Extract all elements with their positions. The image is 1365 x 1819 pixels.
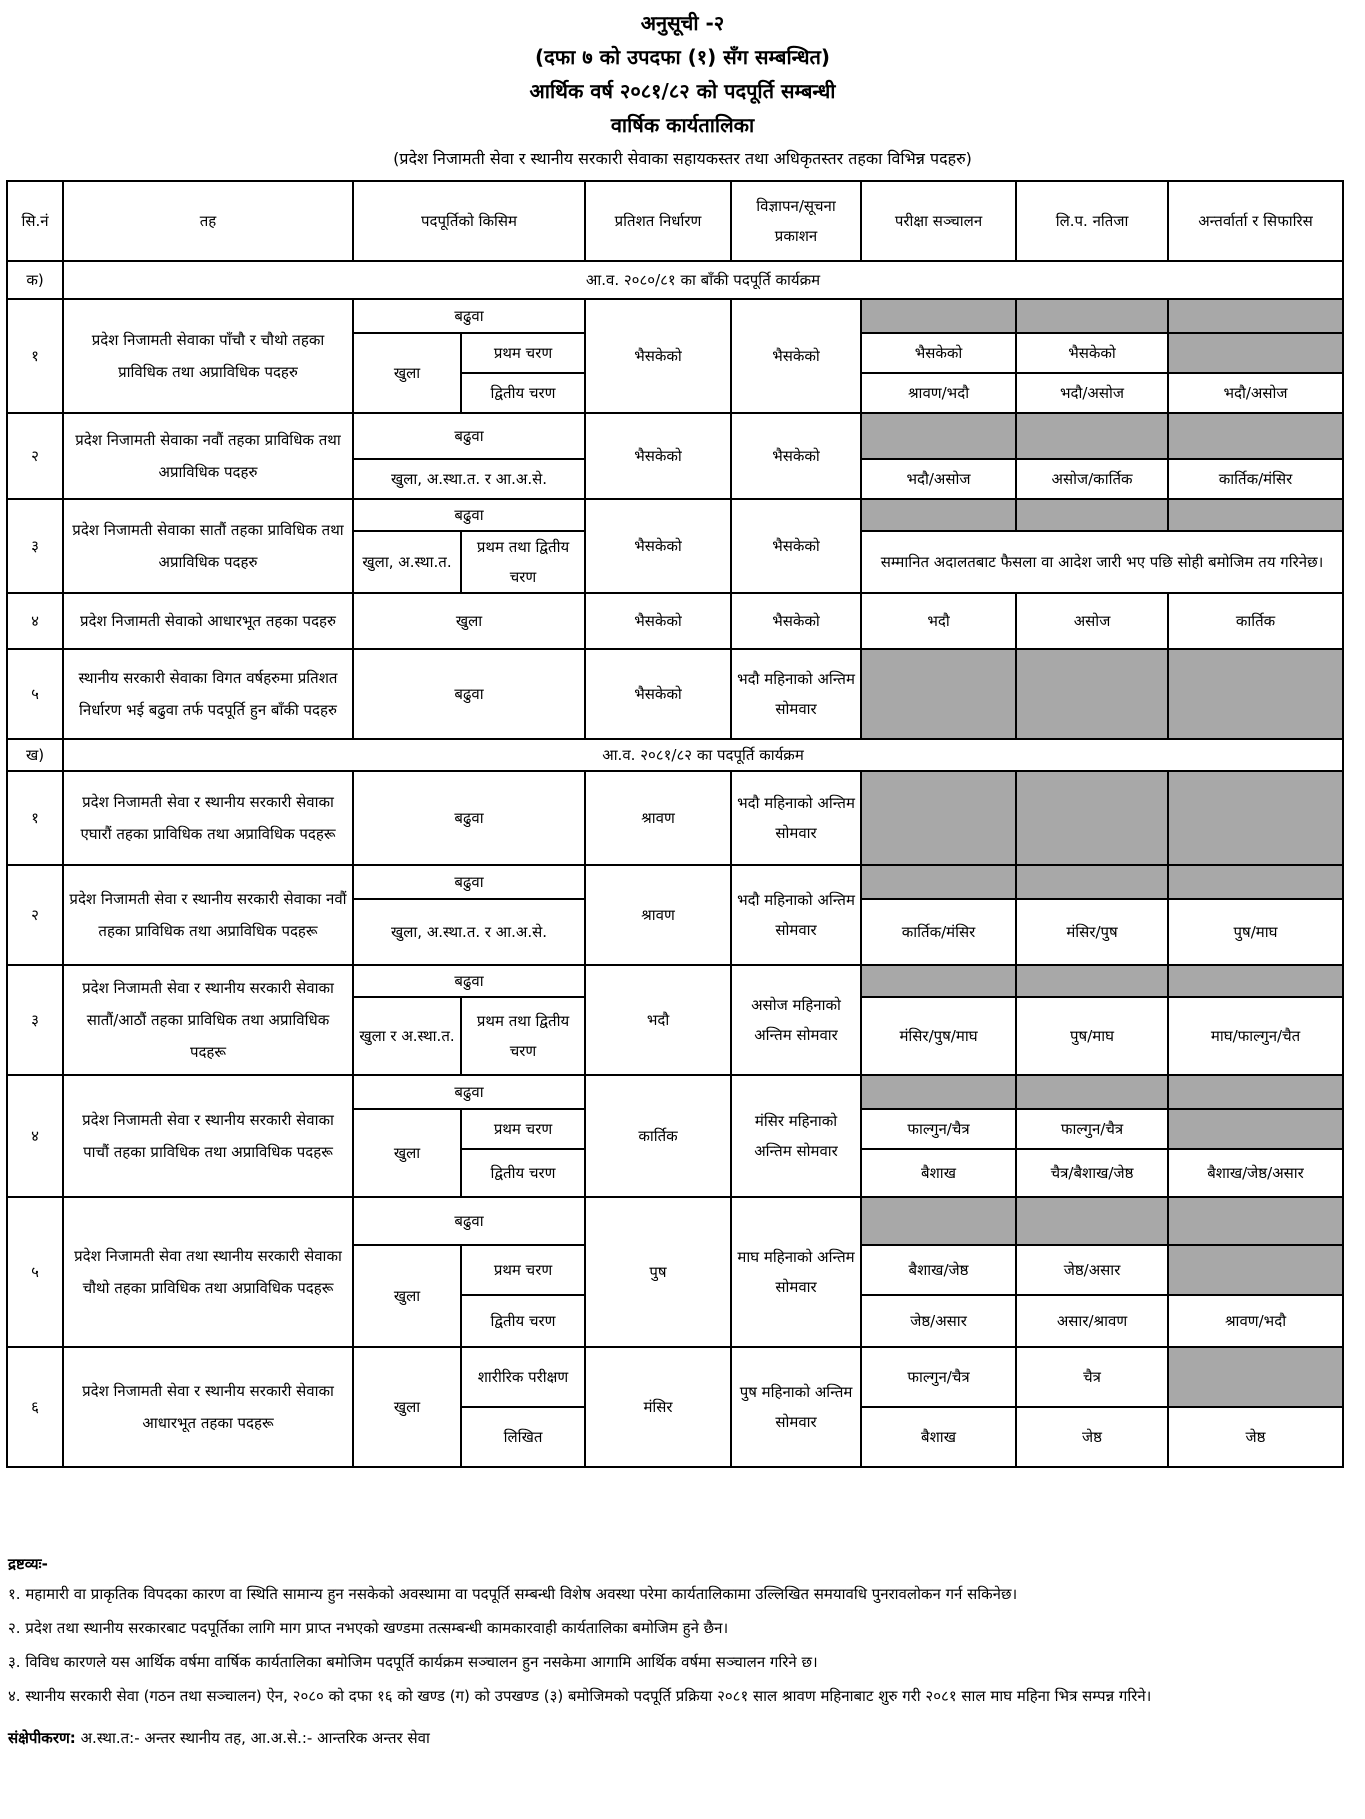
section-row-a	[7, 261, 1343, 299]
shaded-cell	[1016, 299, 1168, 333]
exam-cell: भदौ	[861, 593, 1016, 649]
row-sn: ३	[7, 499, 63, 593]
type-promotion: बढुवा	[353, 299, 585, 333]
section-title: आ.व. २०८०/८१ का बाँकी पदपूर्ति कार्यक्रम	[63, 261, 1343, 299]
shaded-cell	[861, 413, 1016, 459]
shaded-cell	[861, 1075, 1016, 1109]
result-cell: असोज/कार्तिक	[1016, 459, 1168, 499]
note-item: ४. स्थानीय सरकारी सेवा (गठन तथा सञ्चालन) ऐन, २०८० को दफा १६ को खण्ड (ग) को उपखण्ड (३) बमोजिमको पदपूर्ति प्रक्रिया २०८१ साल श्रावण महिनाबाट शुरु गरी २०८१ साल माघ महिना भित्र सम्पन्न गरिने।	[8, 1687, 1152, 1705]
notes-heading: द्रष्टव्यः-	[8, 1555, 48, 1573]
shaded-cell	[1016, 771, 1168, 865]
type-promotion: बढुवा	[353, 413, 585, 459]
type-open: खुला	[353, 1245, 461, 1347]
row-percent: भैसकेको	[585, 593, 731, 649]
shaded-cell	[1168, 965, 1343, 997]
abbreviations	[8, 1723, 1348, 1753]
section-id: ख)	[7, 739, 63, 771]
type-open: खुला	[353, 593, 585, 649]
shaded-cell	[861, 1197, 1016, 1245]
row-percent: श्रावण	[585, 865, 731, 965]
table-row	[7, 299, 1343, 333]
table-row	[7, 1075, 1343, 1109]
schedule-title: वार्षिक कार्यतालिका	[610, 113, 755, 137]
col-header-exam: परीक्षा सञ्चालन	[861, 181, 1016, 261]
type-open: खुला	[353, 333, 461, 413]
interview-cell: माघ/फाल्गुन/चैत	[1168, 997, 1343, 1075]
row-sn: १	[7, 299, 63, 413]
table-row	[7, 499, 1343, 531]
row-percent: भदौ	[585, 965, 731, 1075]
table-row	[7, 1197, 1343, 1245]
interview-cell: जेष्ठ	[1168, 1407, 1343, 1467]
result-cell: चैत्र	[1016, 1347, 1168, 1407]
result-cell: भदौ/असोज	[1016, 373, 1168, 413]
row-advert: असोज महिनाको अन्तिम सोमवार	[731, 965, 861, 1075]
row-advert: भैसकेको	[731, 413, 861, 499]
row-sn: २	[7, 413, 63, 499]
shaded-cell	[1168, 333, 1343, 373]
row-percent: कार्तिक	[585, 1075, 731, 1197]
court-order-note: सम्मानित अदालतबाट फैसला वा आदेश जारी भए पछि सोही बमोजिम तय गरिनेछ।	[861, 531, 1343, 593]
row-level: प्रदेश निजामती सेवा र स्थानीय सरकारी सेवाका पाचौं तहका प्राविधिक तथा अप्राविधिक पदहरू	[63, 1075, 353, 1197]
col-header-percent: प्रतिशत निर्धारण	[585, 181, 731, 261]
shaded-cell	[1168, 299, 1343, 333]
row-level: प्रदेश निजामती सेवाका सातौं तहका प्राविधिक तथा अप्राविधिक पदहरु	[63, 499, 353, 593]
fiscal-year-title: आर्थिक वर्ष २०८१/८२ को पदपूर्ति सम्बन्धी	[529, 79, 836, 103]
row-percent: भैसकेको	[585, 649, 731, 739]
exam-cell: बैशाख	[861, 1149, 1016, 1197]
exam-cell: मंसिर/पुष/माघ	[861, 997, 1016, 1075]
interview-cell: कार्तिक	[1168, 593, 1343, 649]
shaded-cell	[861, 865, 1016, 899]
exam-cell: बैशाख	[861, 1407, 1016, 1467]
shaded-cell	[1168, 1197, 1343, 1245]
shaded-cell	[1016, 649, 1168, 739]
table-row	[7, 865, 1343, 899]
row-sn: ४	[7, 593, 63, 649]
interview-cell: कार्तिक/मंसिर	[1168, 459, 1343, 499]
shaded-cell	[1016, 865, 1168, 899]
row-advert: भैसकेको	[731, 299, 861, 413]
shaded-cell	[1168, 499, 1343, 531]
type-physical-test: शारीरिक परीक्षण	[461, 1347, 585, 1407]
shaded-cell	[1168, 771, 1343, 865]
note-item: ३. विविध कारणले यस आर्थिक वर्षमा वार्षिक कार्यतालिका बमोजिम पदपूर्ति कार्यक्रम सञ्चालन हुन नसकेमा आगामि आर्थिक वर्षमा सञ्चालन गरिने छ।	[8, 1653, 818, 1671]
schedule-table	[6, 180, 1344, 1468]
table-row	[7, 771, 1343, 865]
abbreviations-label: संक्षेपीकरण:	[8, 1729, 76, 1747]
section-title: आ.व. २०८१/८२ का पदपूर्ति कार्यक्रम	[63, 739, 1343, 771]
row-sn: ५	[7, 1197, 63, 1347]
exam-cell: कार्तिक/मंसिर	[861, 899, 1016, 965]
col-header-advert: विज्ञापन/सूचना प्रकाशन	[731, 181, 861, 261]
row-sn: २	[7, 865, 63, 965]
notes-section	[8, 1551, 1348, 1753]
row-advert: भदौ महिनाको अन्तिम सोमवार	[731, 865, 861, 965]
row-sn: ४	[7, 1075, 63, 1197]
type-promotion: बढुवा	[353, 771, 585, 865]
table-row	[7, 965, 1343, 997]
row-sn: १	[7, 771, 63, 865]
shaded-cell	[1168, 1347, 1343, 1407]
col-header-result: लि.प. नतिजा	[1016, 181, 1168, 261]
type-open: खुला	[353, 1109, 461, 1197]
shaded-cell	[861, 965, 1016, 997]
shaded-cell	[1168, 413, 1343, 459]
result-cell: जेष्ठ	[1016, 1407, 1168, 1467]
exam-cell: भैसकेको	[861, 333, 1016, 373]
type-open: खुला	[353, 1347, 461, 1467]
result-cell: असोज	[1016, 593, 1168, 649]
row-advert: मंसिर महिनाको अन्तिम सोमवार	[731, 1075, 861, 1197]
col-header-level: तह	[63, 181, 353, 261]
type-phase-2: द्वितीय चरण	[461, 373, 585, 413]
shaded-cell	[861, 649, 1016, 739]
shaded-cell	[1016, 965, 1168, 997]
shaded-cell	[861, 299, 1016, 333]
interview-cell: पुष/माघ	[1168, 899, 1343, 965]
abbreviations-text: अ.स्था.त:- अन्तर स्थानीय तह, आ.अ.से.:- आन्तरिक अन्तर सेवा	[80, 1729, 430, 1747]
type-phase-1: प्रथम चरण	[461, 333, 585, 373]
exam-cell: फाल्गुन/चैत्र	[861, 1109, 1016, 1149]
type-phase-1: प्रथम चरण	[461, 1245, 585, 1295]
row-percent: पुष	[585, 1197, 731, 1347]
row-percent: भैसकेको	[585, 299, 731, 413]
document-header	[0, 0, 1365, 174]
type-open-and-inter-local: खुला र अ.स्था.त.	[353, 997, 461, 1075]
row-advert: भदौ महिनाको अन्तिम सोमवार	[731, 649, 861, 739]
type-open-inter-local: खुला, अ.स्था.त.	[353, 531, 461, 593]
type-promotion: बढुवा	[353, 1075, 585, 1109]
schedule-subtitle: (प्रदेश निजामती सेवा र स्थानीय सरकारी सेवाका सहायकस्तर तथा अधिकृतस्तर तहका विभिन्न पदहरु)	[393, 149, 972, 168]
type-phase-1: प्रथम चरण	[461, 1109, 585, 1149]
row-advert: भैसकेको	[731, 499, 861, 593]
row-advert: पुष महिनाको अन्तिम सोमवार	[731, 1347, 861, 1467]
note-item: १. महामारी वा प्राकृतिक विपदका कारण वा स्थिति सामान्य हुन नसकेको अवस्थामा वा पदपूर्ति सम्बन्धी विशेष अवस्था परेमा कार्यतालिकामा उल्लिखित समयावधि पुनरावलोकन गर्न सकिनेछ।	[8, 1585, 1018, 1603]
shaded-cell	[1168, 1245, 1343, 1295]
exam-cell: फाल्गुन/चैत्र	[861, 1347, 1016, 1407]
shaded-cell	[1016, 1197, 1168, 1245]
exam-cell: बैशाख/जेष्ठ	[861, 1245, 1016, 1295]
row-sn: ५	[7, 649, 63, 739]
table-row	[7, 413, 1343, 459]
type-written: लिखित	[461, 1407, 585, 1467]
shaded-cell	[1016, 1075, 1168, 1109]
row-percent: भैसकेको	[585, 413, 731, 499]
col-header-interview: अन्तर्वार्ता र सिफारिस	[1168, 181, 1343, 261]
shaded-cell	[1016, 499, 1168, 531]
type-promotion: बढुवा	[353, 499, 585, 531]
row-level: प्रदेश निजामती सेवा तथा स्थानीय सरकारी सेवाका चौथो तहका प्राविधिक तथा अप्राविधिक पदहरू	[63, 1197, 353, 1347]
row-advert: भैसकेको	[731, 593, 861, 649]
row-level: प्रदेश निजामती सेवा र स्थानीय सरकारी सेवाका सातौं/आठौं तहका प्राविधिक तथा अप्राविधिक पदहरू	[63, 965, 353, 1075]
interview-cell: बैशाख/जेष्ठ/असार	[1168, 1149, 1343, 1197]
interview-cell: भदौ/असोज	[1168, 373, 1343, 413]
row-sn: ३	[7, 965, 63, 1075]
type-phase-2: द्वितीय चरण	[461, 1149, 585, 1197]
row-advert: भदौ महिनाको अन्तिम सोमवार	[731, 771, 861, 865]
row-percent: भैसकेको	[585, 499, 731, 593]
type-phase-2: द्वितीय चरण	[461, 1295, 585, 1347]
result-cell: असार/श्रावण	[1016, 1295, 1168, 1347]
annex-title: अनुसूची -२	[640, 11, 725, 35]
type-promotion: बढुवा	[353, 649, 585, 739]
row-level: प्रदेश निजामती सेवा र स्थानीय सरकारी सेवाका एघारौं तहका प्राविधिक तथा अप्राविधिक पदहरू	[63, 771, 353, 865]
row-level: प्रदेश निजामती सेवा र स्थानीय सरकारी सेवाका नवौं तहका प्राविधिक तथा अप्राविधिक पदहरू	[63, 865, 353, 965]
type-promotion: बढुवा	[353, 865, 585, 899]
annex-reference: (दफा ७ को उपदफा (१) सँग सम्बन्धित)	[534, 45, 831, 69]
exam-cell: भदौ/असोज	[861, 459, 1016, 499]
result-cell: जेष्ठ/असार	[1016, 1245, 1168, 1295]
shaded-cell	[1168, 865, 1343, 899]
exam-cell: श्रावण/भदौ	[861, 373, 1016, 413]
result-cell: पुष/माघ	[1016, 997, 1168, 1075]
interview-cell: श्रावण/भदौ	[1168, 1295, 1343, 1347]
type-open-inter-local-internal: खुला, अ.स्था.त. र आ.अ.से.	[353, 459, 585, 499]
note-item: २. प्रदेश तथा स्थानीय सरकारबाट पदपूर्तिका लागि माग प्राप्त नभएको खण्डमा तत्सम्बन्धी कामकारवाही कार्यतालिका बमोजिम हुने छैन।	[8, 1619, 729, 1637]
type-phase-1-2: प्रथम तथा द्वितीय चरण	[461, 997, 585, 1075]
row-level: प्रदेश निजामती सेवाका नवौं तहका प्राविधिक तथा अप्राविधिक पदहरु	[63, 413, 353, 499]
result-cell: चैत्र/बैशाख/जेष्ठ	[1016, 1149, 1168, 1197]
col-header-sn: सि.नं	[7, 181, 63, 261]
type-promotion: बढुवा	[353, 965, 585, 997]
type-open-inter-local-internal: खुला, अ.स्था.त. र आ.अ.से.	[353, 899, 585, 965]
exam-cell: जेष्ठ/असार	[861, 1295, 1016, 1347]
row-advert: माघ महिनाको अन्तिम सोमवार	[731, 1197, 861, 1347]
shaded-cell	[1016, 413, 1168, 459]
row-sn: ६	[7, 1347, 63, 1467]
row-level: प्रदेश निजामती सेवा र स्थानीय सरकारी सेवाका आधारभूत तहका पदहरू	[63, 1347, 353, 1467]
row-level: स्थानीय सरकारी सेवाका विगत वर्षहरुमा प्रतिशत निर्धारण भई बढुवा तर्फ पदपूर्ति हुन बाँकी पदहरु	[63, 649, 353, 739]
section-row-b	[7, 739, 1343, 771]
type-promotion: बढुवा	[353, 1197, 585, 1245]
section-id: क)	[7, 261, 63, 299]
table-row	[7, 593, 1343, 649]
row-percent: मंसिर	[585, 1347, 731, 1467]
result-cell: मंसिर/पुष	[1016, 899, 1168, 965]
row-level: प्रदेश निजामती सेवाको आधारभूत तहका पदहरु	[63, 593, 353, 649]
col-header-recruitment-type: पदपूर्तिको किसिम	[353, 181, 585, 261]
shaded-cell	[861, 771, 1016, 865]
row-level: प्रदेश निजामती सेवाका पाँचौ र चौथो तहका प्राविधिक तथा अप्राविधिक पदहरु	[63, 299, 353, 413]
shaded-cell	[1168, 1109, 1343, 1149]
table-row	[7, 649, 1343, 739]
row-percent: श्रावण	[585, 771, 731, 865]
shaded-cell	[861, 499, 1016, 531]
result-cell: फाल्गुन/चैत्र	[1016, 1109, 1168, 1149]
table-row	[7, 1347, 1343, 1407]
result-cell: भैसकेको	[1016, 333, 1168, 373]
shaded-cell	[1168, 1075, 1343, 1109]
type-phase-1-2: प्रथम तथा द्वितीय चरण	[461, 531, 585, 593]
shaded-cell	[1168, 649, 1343, 739]
table-header-row	[7, 181, 1343, 261]
